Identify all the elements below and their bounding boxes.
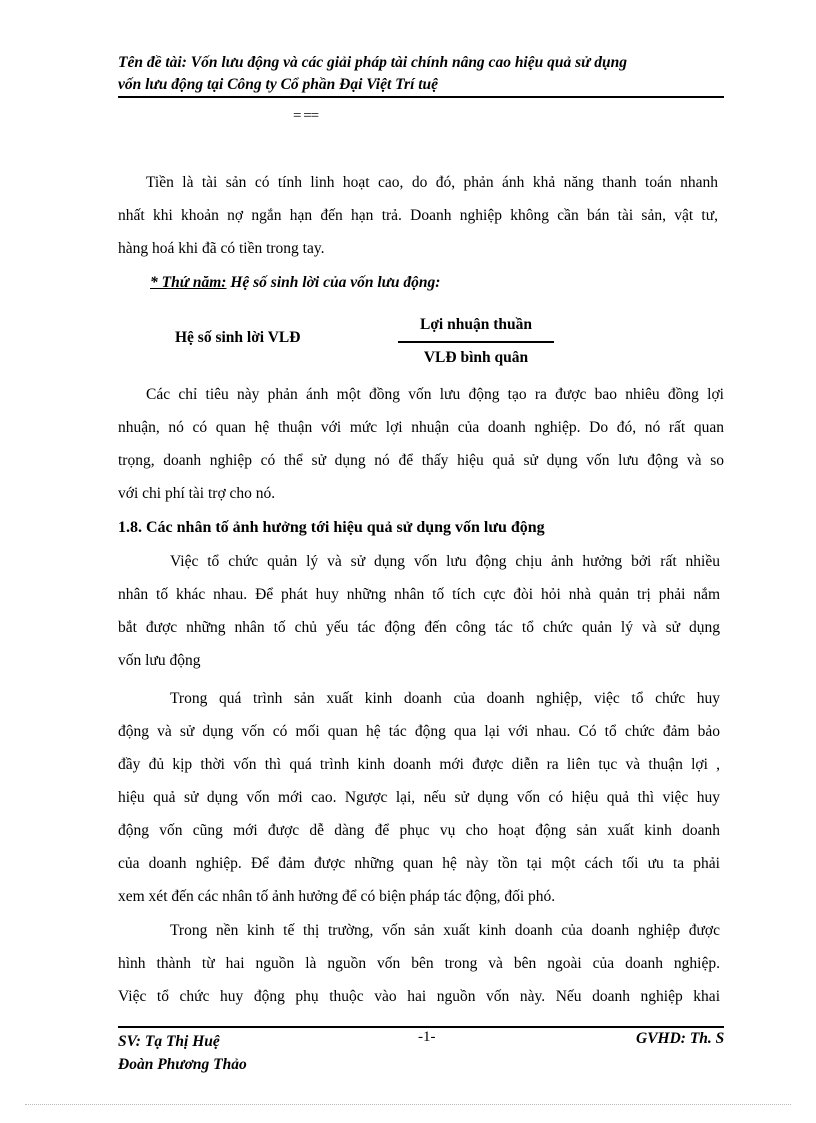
fifth-title: Hệ số sinh lời của vốn lưu động: (226, 274, 441, 291)
equals-mark: = == (293, 108, 319, 124)
text-line: nhuận, nó có quan hệ thuận với mức lợi nhuận của doanh nghiệp. Do đó, nó rất quan (118, 419, 724, 436)
text-line: Việc tổ chức quản lý và sử dụng vốn lưu động chịu ảnh hưởng bởi rất nhiều (170, 553, 720, 570)
formula-fraction (398, 310, 554, 372)
formula-numerator: Lợi nhuận thuần (420, 316, 532, 333)
paragraph-market (118, 914, 720, 1013)
text-line: động vốn cũng mới được dễ dàng để phục vụ cho hoạt động sản xuất kinh doanh (118, 822, 720, 839)
text-line: Việc tổ chức huy động phụ thuộc vào hai nguồn vốn này. Nếu doanh nghiệp khai (118, 988, 720, 1005)
text-line: của doanh nghiệp. Để đảm được những quan hệ này tồn tại một cách tối ưu ta phải (118, 855, 720, 872)
fraction-bar (398, 341, 554, 343)
paragraph-cash (118, 166, 718, 265)
formula-denominator: VLĐ bình quân (423, 348, 529, 366)
paragraph-indicators (118, 378, 724, 510)
text-line: hiệu quả sử dụng vốn mới cao. Ngược lại, nếu sử dụng vốn có hiệu quả thì việc huy (118, 789, 720, 806)
footer-student-line: Đoàn Phương Thảo (118, 1056, 247, 1073)
formula-label: Hệ số sinh lời VLĐ (175, 329, 301, 346)
text-line: Trong quá trình sản xuất kinh doanh của doanh nghiệp, việc tổ chức huy (170, 690, 720, 707)
section-heading: 1.8. Các nhân tố ảnh hưởng tới hiệu quả sử dụng vốn lưu động (118, 519, 545, 536)
footer-student-line: SV: Tạ Thị Huệ (118, 1033, 220, 1050)
page-number: -1- (418, 1029, 436, 1045)
footer-student (118, 1030, 247, 1076)
text-line: xem xét đến các nhân tố ảnh hưởng để có biện pháp tác động, đối phó. (118, 888, 556, 905)
text-line: bắt được những nhân tố chủ yếu tác động đến công tác tổ chức quản lý và sử dụng (118, 619, 720, 636)
text-line: Tiền là tài sản có tính linh hoạt cao, do đó, phản ánh khả năng thanh toán nhanh (146, 174, 718, 191)
fifth-label: * Thứ năm: (150, 274, 227, 291)
text-line: với chi phí tài trợ cho nó. (118, 485, 276, 502)
text-line: đầy đủ kịp thời vốn thì quá trình kinh doanh mới được diễn ra liên tục và thuận lợi , (118, 756, 720, 773)
text-line: nhân tố khác nhau. Để phát huy những nhân tố tích cực đòi hỏi nhà quản trị phải nắm (118, 586, 720, 603)
page-bottom-divider (25, 1104, 791, 1105)
text-line: trọng, doanh nghiệp có thể sử dụng nó để thấy hiệu quả sử dụng vốn lưu động và so (118, 452, 724, 469)
text-line: hàng hoá khi đã có tiền trong tay. (118, 240, 325, 257)
footer-advisor: GVHD: Th. S (636, 1030, 725, 1047)
text-line: Trong nền kinh tế thị trường, vốn sản xuất kinh doanh của doanh nghiệp được (170, 922, 720, 939)
text-line: động và sử dụng vốn có mối quan hệ tác động qua lại với nhau. Có tổ chức đảm bảo (118, 723, 720, 740)
header-title-line: Tên đề tài: Vốn lưu động và các giải pháp tài chính nâng cao hiệu quả sử dụng (118, 54, 628, 71)
header-title-line: vốn lưu động tại Công ty Cổ phần Đại Việt Trí tuệ (118, 76, 439, 93)
header-title (118, 52, 728, 96)
text-line: vốn lưu động (118, 652, 201, 669)
paragraph-process (118, 682, 720, 913)
footer-rule (118, 1026, 724, 1028)
paragraph-factors (118, 545, 720, 677)
text-line: Các chỉ tiêu này phản ánh một đồng vốn lưu động tạo ra được bao nhiêu đồng lợi (146, 386, 724, 403)
fifth-indicator-heading (150, 266, 440, 299)
header-rule (118, 96, 724, 98)
text-line: hình thành từ hai nguồn là nguồn vốn bên trong và bên ngoài của doanh nghiệp. (118, 955, 720, 972)
text-line: nhất khi khoản nợ ngắn hạn đến hạn trả. Doanh nghiệp không cần bán tài sản, vật tư, (118, 207, 718, 224)
